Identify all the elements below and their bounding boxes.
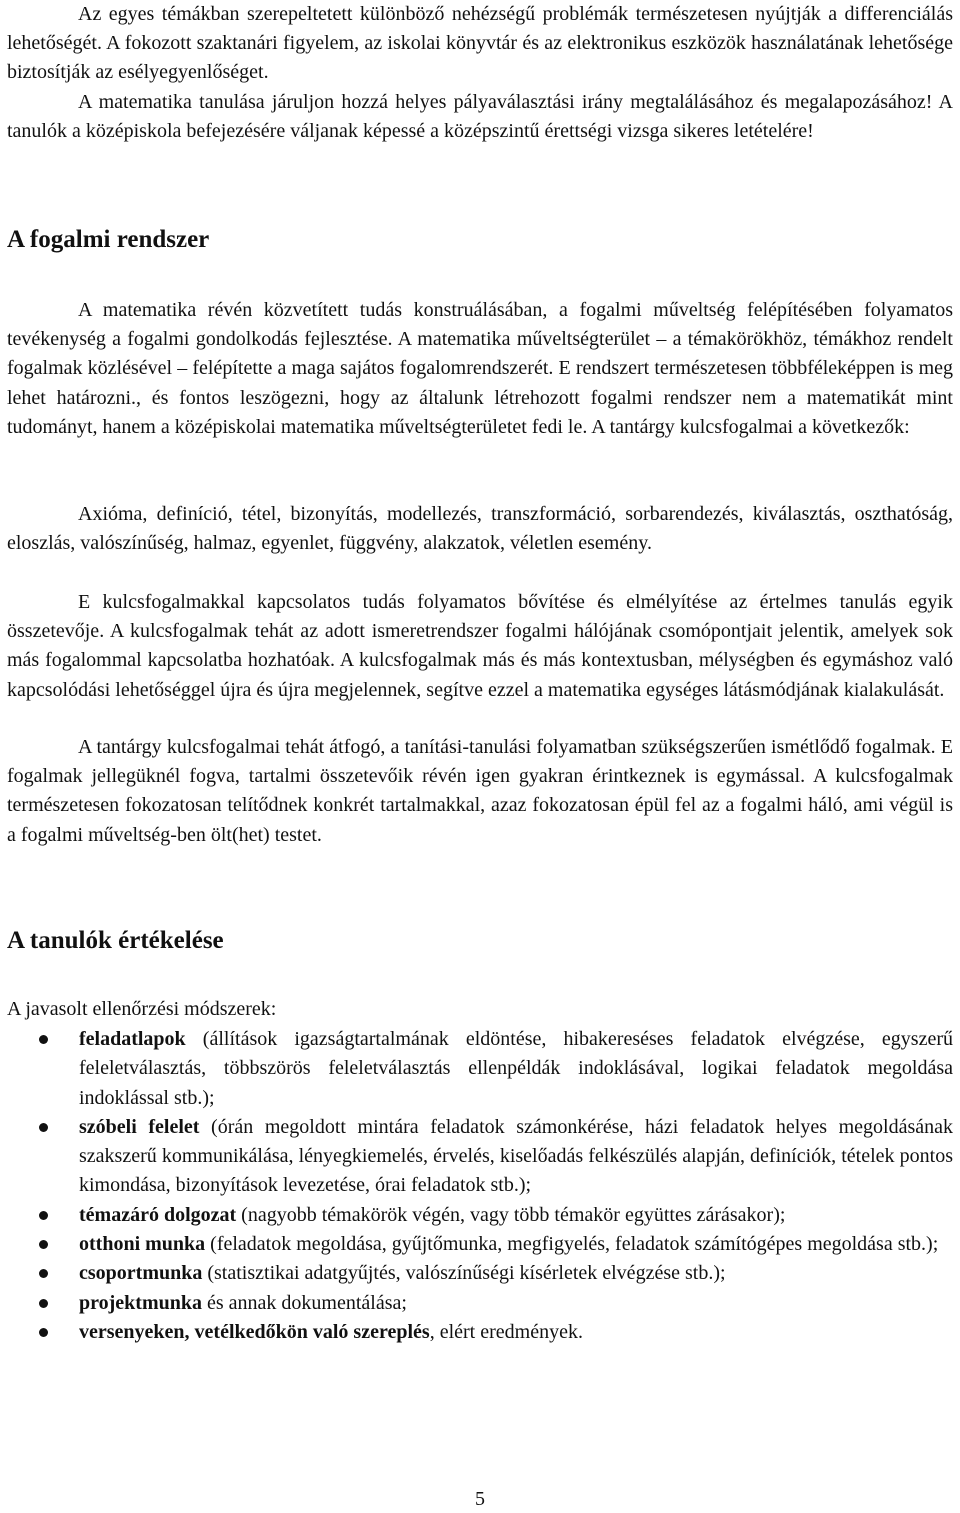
intro-paragraph-goal: A matematika tanulása járuljon hozzá helyes pályaválasztási irány megtalálásához és megalapozásához! A tanulók a középiskola befejezésére váljanak képessé a középszintű érettségi vizsga sikeres letételére! (7, 91, 953, 143)
bullet-icon (39, 1269, 48, 1278)
evaluation-methods-list (0, 1025, 953, 1347)
section1-paragraph-3: E kulcsfogalmakkal kapcsolatos tudás folyamatos bővítése és elmélyítése az értelmes tanulás egyik összetevője. A kulcsfogalmak tehát az adott ismeretrendszer fogalmi hálójának csomópontjait jelentik, amelyek sok más fogalommal kapcsolatba hozhatóak. A kulcsfogalmak más és más kontextusban, mélységben és egymáshoz való kapcsolódási lehetőséggel újra és újra megjelennek, segítve ezzel a matematika egységes látásmódjának kialakulását. (7, 591, 953, 701)
list-item (0, 1025, 953, 1113)
list-item-term: csoportmunka (79, 1262, 203, 1285)
section1-paragraph-4: A tantárgy kulcsfogalmai tehát átfogó, a tanítási-tanulási folyamatban szükségszerűen ismétlődő fogalmak. E fogalmak jellegüknél fogva, tartalmi összetevőik révén igen gyakran érintkeznek is egymással. A kulcsfogalmak természetesen fokozatosan telítődnek konkrét tartalmakkal, azaz fokozatosan épül fel az a fogalmi háló, ami végül is a fogalmi műveltség-ben ölt(het) testet. (7, 736, 953, 846)
list-item-text: (nagyobb témakörök végén, vagy több témakör együttes zárásakor); (236, 1203, 786, 1226)
list-item (0, 1259, 953, 1288)
section2-intro: A javasolt ellenőrzési módszerek: (7, 998, 277, 1020)
list-item-text: , elért eredmények. (429, 1320, 583, 1343)
list-item (0, 1230, 953, 1259)
section-title-ertekeles: A tanulók értékelése (7, 927, 224, 954)
bullet-icon (39, 1299, 48, 1308)
section1-paragraph-1: A matematika révén közvetített tudás konstruálásában, a fogalmi műveltség felépítésében folyamatos tevékenység a fogalmi gondolkodás fejlesztése. A matematika műveltségterület – a témakörökhöz, témákhoz rendelt fogalmak közlésével – felépítette a maga sajátos fogalomrendszerét. E rendszert természetesen többféleképpen is meg lehet határozni., és fontos leszögezni, hogy az általunk létrehozott fogalmi rendszer nem a matematikát mint tudományt, hanem a középiskolai matematika műveltségterületet fedi le. A tantárgy kulcsfogalmai a következők: (7, 299, 953, 438)
list-item-text: (statisztikai adatgyűjtés, valószínűségi kísérletek elvégzése stb.); (202, 1262, 726, 1285)
list-item-term: projektmunka (79, 1291, 202, 1314)
list-item-text: (órán megoldott mintára feladatok számonkérése, házi feladatok helyes megoldásának szakszerű kommunikálása, lényegkiemelés, érvelés, kiselőadás felkészülés alapján, definíciók, tételek pontos kimondása, bizonyítások levezetése, órai feladatok stb.); (79, 1115, 953, 1197)
list-item-term: feladatlapok (79, 1028, 186, 1050)
list-item-text: (állítások igazságtartalmának eldöntése, hibakereséses feladatok elvégzése, egyszerű feleletválasztás, többszörös feleletválasztás ellenpéldák indoklásával, logikai feladatok megoldása indoklással stb.); (79, 1028, 953, 1109)
list-item (0, 1113, 953, 1201)
bullet-icon (39, 1328, 48, 1337)
bullet-icon (39, 1123, 48, 1132)
intro-paragraph: Az egyes témákban szerepeltetett különböző nehézségű problémák természetesen nyújtják a differenciálás lehetőségét. A fokozott szaktanári figyelem, az iskolai könyvtár és az elektronikus eszközök használatának lehetősége biztosítják az esélyegyenlőséget. (7, 3, 953, 84)
list-item (0, 1201, 953, 1230)
list-item-term: témazáró dolgozat (79, 1203, 237, 1226)
list-item-term: versenyeken, vetélkedőkön való szereplés (79, 1320, 430, 1343)
bullet-icon (39, 1211, 48, 1220)
list-item-text: (feladatok megoldása, gyűjtőmunka, megfigyelés, feladatok számítógépes megoldása stb.); (205, 1233, 939, 1256)
list-item (0, 1318, 953, 1347)
bullet-icon (39, 1035, 48, 1044)
list-item-term: otthoni munka (79, 1233, 206, 1256)
list-item (0, 1289, 953, 1318)
page-number: 5 (475, 1488, 485, 1510)
list-item-text: és annak dokumentálása; (202, 1291, 407, 1314)
section-title-fogalmi-rendszer: A fogalmi rendszer (7, 226, 210, 253)
section1-key-concepts: Axióma, definíció, tétel, bizonyítás, modellezés, transzformáció, sorbarendezés, kiválasztás, oszthatóság, eloszlás, valószínűség, halmaz, egyenlet, függvény, alakzatok, véletlen esemény. (7, 503, 953, 555)
bullet-icon (39, 1240, 48, 1249)
list-item-term: szóbeli felelet (79, 1115, 200, 1138)
